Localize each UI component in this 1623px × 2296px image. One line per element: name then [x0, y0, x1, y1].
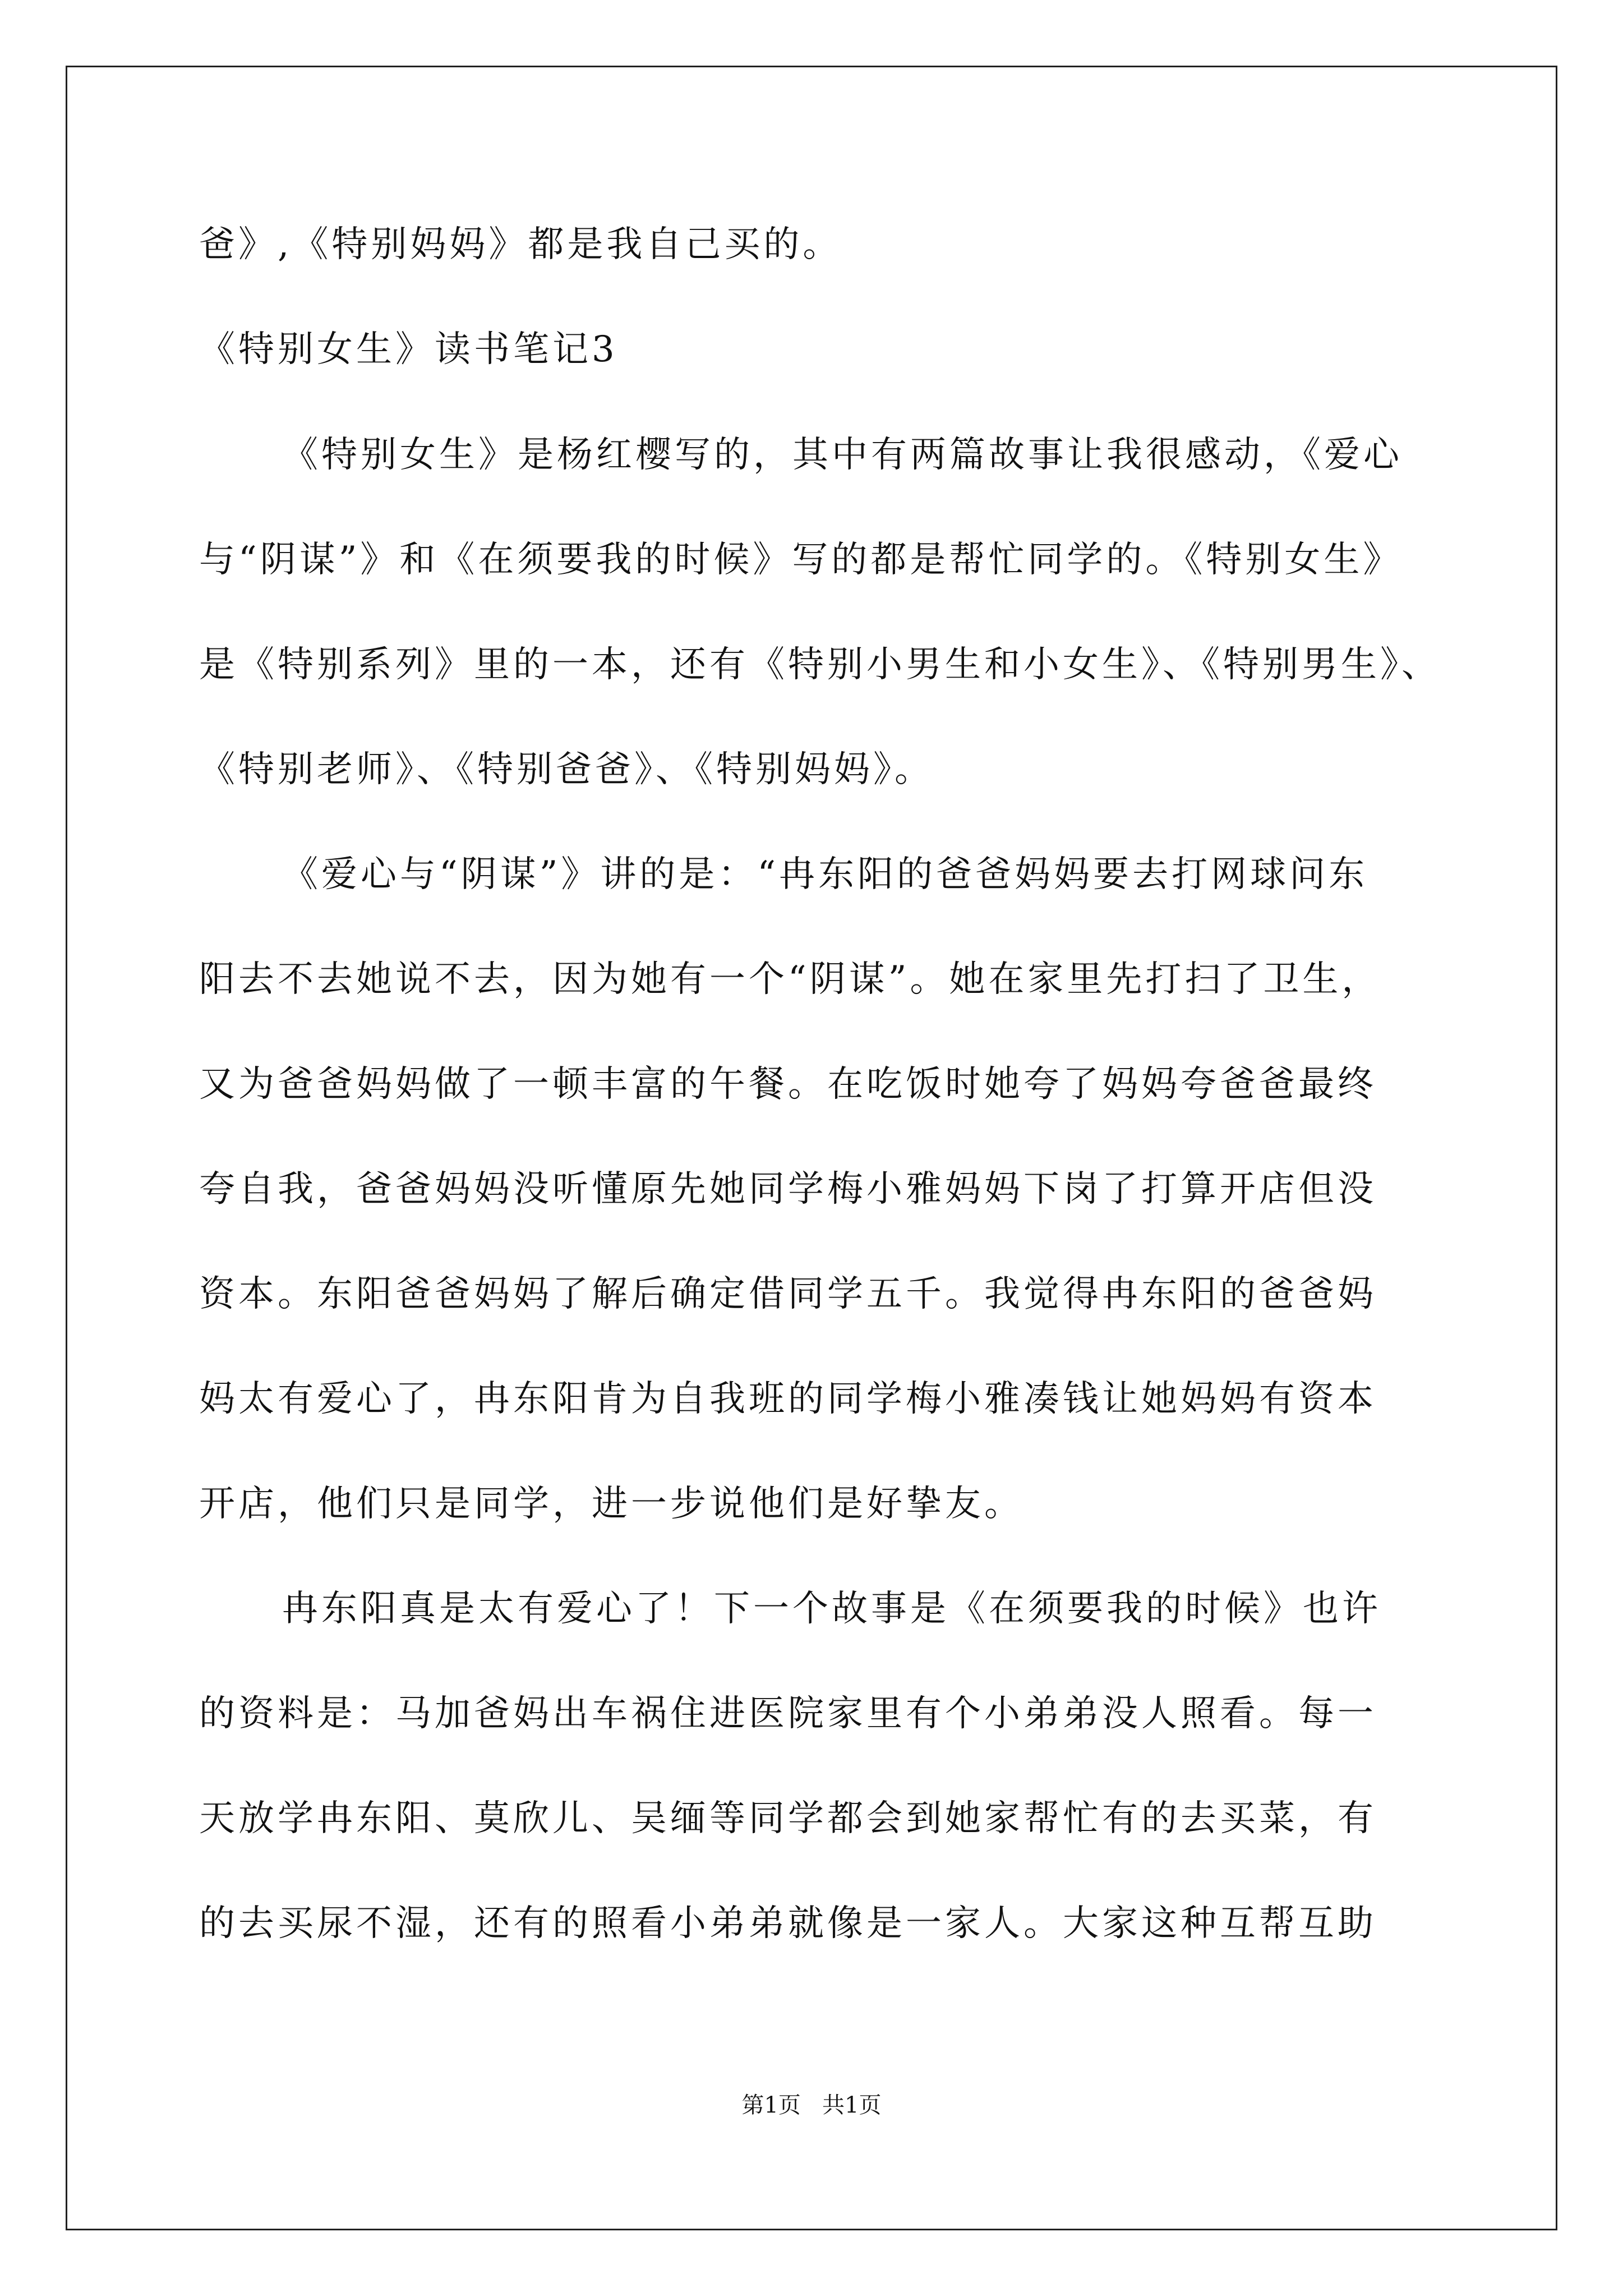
paragraph-line: 又为爸爸妈妈做了一顿丰富的午餐。在吃饭时她夸了妈妈夸爸爸最终 — [199, 1064, 1377, 1105]
paragraph-line: 的资料是：马加爸妈出车祸住进医院家里有个小弟弟没人照看。每一 — [199, 1693, 1377, 1734]
paragraph-line: 《特别老师》、《特别爸爸》、《特别妈妈》。 — [199, 749, 934, 790]
paragraph-line: 冉东阳真是太有爱心了！下一个故事是《在须要我的时候》也许 — [282, 1588, 1381, 1630]
paragraph-line: 天放学冉东阳、莫欣儿、吴缅等同学都会到她家帮忙有的去买菜，有 — [199, 1798, 1377, 1839]
page-footer: 第1页 共1页 — [741, 2092, 882, 2118]
paragraph-line: 的去买尿不湿，还有的照看小弟弟就像是一家人。大家这种互帮互助 — [199, 1903, 1377, 1944]
paragraph-line: 阳去不去她说不去，因为她有一个“阴谋”。她在家里先打扫了卫生， — [199, 959, 1381, 1000]
paragraph-line: 《特别女生》是杨红樱写的，其中有两篇故事让我很感动，《爱心 — [282, 434, 1403, 476]
section-heading: 《特别女生》读书笔记3 — [199, 329, 618, 370]
paragraph-line: 与“阴谋”》和《在须要我的时候》写的都是帮忙同学的。《特别女生》 — [199, 539, 1403, 581]
paragraph-line: 开店，他们只是同学，进一步说他们是好挚友。 — [199, 1483, 1023, 1525]
paragraph-line: 资本。东阳爸爸妈妈了解后确定借同学五千。我觉得冉东阳的爸爸妈 — [199, 1273, 1377, 1315]
paragraph-line: 《爱心与“阴谋”》讲的是：“冉东阳的爸爸妈妈要去打网球问东 — [282, 854, 1368, 895]
paragraph-line: 夸自我，爸爸妈妈没听懂原先她同学梅小雅妈妈下岗了打算开店但没 — [199, 1168, 1377, 1210]
text-line: 爸》,《特别妈妈》都是我自己买的。 — [199, 224, 842, 265]
paragraph-line: 是《特别系列》里的一本，还有《特别小男生和小女生》、《特别男生》、 — [199, 644, 1441, 685]
paragraph-line: 妈太有爱心了，冉东阳肯为自我班的同学梅小雅凑钱让她妈妈有资本 — [199, 1378, 1377, 1420]
